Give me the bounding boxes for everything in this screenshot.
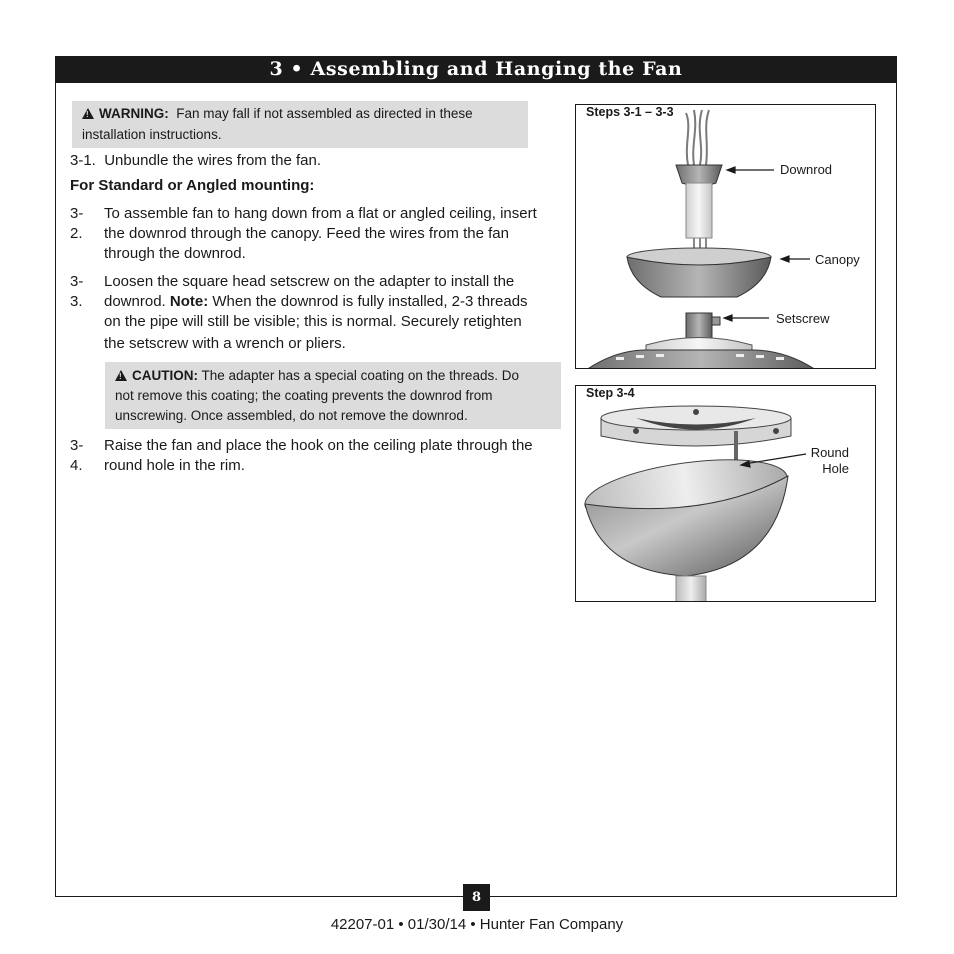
warning-text-line1: Fan may fall if not assembled as directed in these [176, 106, 473, 121]
caution-icon [115, 370, 127, 381]
callout-round-hole [808, 445, 849, 477]
warning-text-line2: installation instructions. [82, 127, 222, 142]
callout-downrod: Downrod [780, 162, 833, 177]
mounting-heading: For Standard or Angled mounting: [70, 177, 315, 194]
caution-line2: not remove this coating; the coating prevents the downrod from [115, 388, 493, 403]
step-3-3-line3: on the pipe will still be visible; this is normal. Securely retighten [104, 313, 522, 330]
figure-step-3-4 [575, 385, 876, 602]
caution-line1: The adapter has a special coating on the threads. Do [201, 368, 519, 383]
page-number: 8 [463, 884, 490, 911]
figure2-title: Step 3-4 [586, 386, 635, 400]
step-3-3-num: 3-3. [70, 273, 84, 310]
figure-steps-3-1-3-3 [575, 104, 876, 369]
step-3-4-line2: round hole in the rim. [104, 457, 245, 474]
step-3-1 [70, 151, 321, 171]
step-3-2-line1: To assemble fan to hang down from a flat or angled ceiling, insert [104, 205, 537, 222]
step-3-3-line4: the setscrew with a wrench or pliers. [104, 335, 346, 352]
warning-icon [82, 108, 94, 119]
callout-round: Round [810, 445, 849, 460]
step-3-3-line2 [104, 292, 554, 312]
step-3-3-line2-rest: When the downrod is fully installed, 2-3 threads [212, 293, 528, 310]
warning-box [72, 101, 528, 148]
step-3-1-num: 3-1. [70, 152, 96, 169]
footer: 42207-01 • 01/30/14 • Hunter Fan Company [330, 916, 624, 933]
caution-label: CAUTION: [132, 368, 198, 383]
step-3-2-line2: the downrod through the canopy. Feed the wires from the fan [104, 225, 509, 242]
section-title: 3 • Assembling and Hanging the Fan [55, 56, 897, 83]
step-3-2-num: 3-2. [70, 205, 84, 242]
note-label: Note: [169, 293, 209, 310]
step-3-2-line3: through the downrod. [104, 245, 246, 262]
fan-hanging-illustration [576, 386, 876, 602]
callout-hole: Hole [822, 461, 849, 476]
figure1-title: Steps 3-1 – 3-3 [586, 105, 674, 119]
step-3-1-text: Unbundle the wires from the fan. [104, 152, 321, 169]
callout-canopy: Canopy [815, 252, 860, 267]
caution-line3: unscrewing. Once assembled, do not remove the downrod. [115, 408, 468, 423]
callout-setscrew: Setscrew [776, 311, 830, 326]
step-3-4-line1: Raise the fan and place the hook on the ceiling plate through the [104, 437, 533, 454]
step-3-3-line1: Loosen the square head setscrew on the adapter to install the [104, 273, 515, 290]
caution-box [105, 362, 561, 429]
warning-label: WARNING: [99, 106, 169, 121]
step-3-4-num: 3-4. [70, 437, 84, 474]
step-3-3-line2-prefix: downrod. [104, 293, 166, 310]
fan-downrod-illustration [576, 105, 876, 369]
